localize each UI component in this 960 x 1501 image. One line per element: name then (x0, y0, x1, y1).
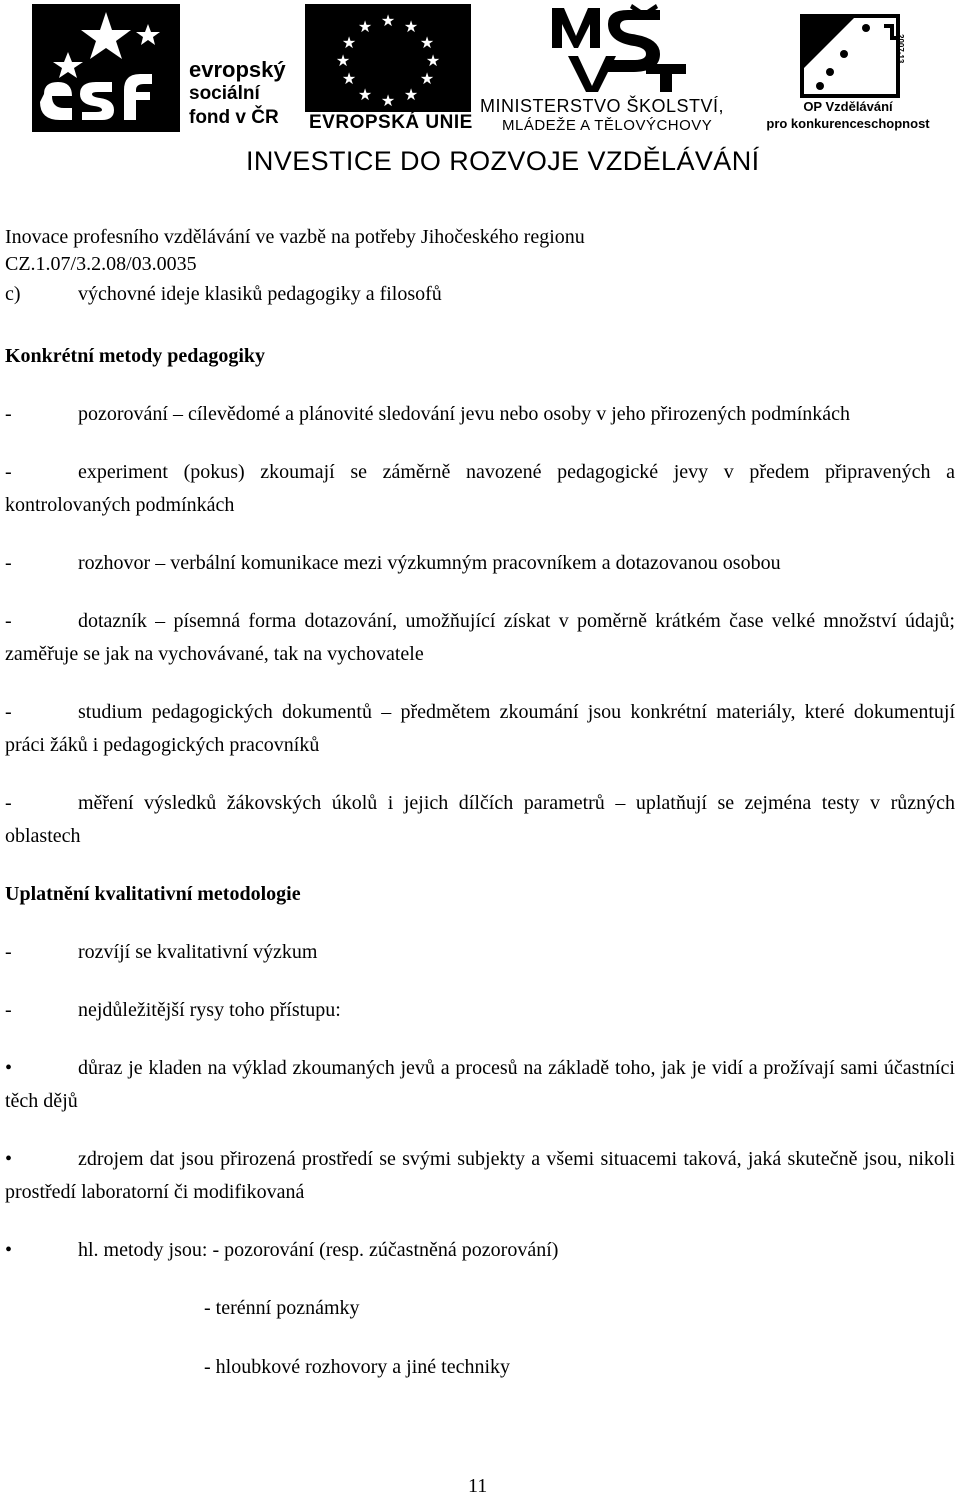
svg-text:★: ★ (341, 71, 357, 88)
project-code: CZ.1.07/3.2.08/03.0035 (5, 253, 197, 275)
sub-method: - hloubkové rozhovory a jiné techniky (204, 1356, 511, 1378)
method-item (5, 398, 955, 431)
dash-marker: - (5, 403, 12, 425)
method-item (5, 696, 955, 762)
svg-text:★: ★ (380, 13, 396, 30)
svg-text:★: ★ (357, 19, 373, 36)
op-line1: OP Vzdělávání (803, 99, 893, 114)
qual-item (5, 936, 955, 969)
esf-line2: sociální (189, 83, 260, 104)
bullet-marker: • (5, 1148, 13, 1170)
method-text: měření výsledků žákovských úkolů i jejich dílčích parametrů – uplatňují se zejména testy v různých oblastech (5, 792, 955, 847)
dash-marker: - (5, 552, 12, 574)
bullet-text: zdrojem dat jsou přirozená prostředí se svými subjekty a všemi situacemi taková, jaká skutečně jsou, nikoli prostředí laboratorní či modifikovaná (5, 1148, 955, 1203)
msmt-line1: MINISTERSTVO ŠKOLSTVÍ, (480, 96, 725, 116)
method-item (5, 787, 955, 853)
document-body (5, 224, 955, 1410)
bullet-item (5, 1052, 955, 1118)
dash-marker: - (5, 999, 12, 1021)
esf-line1: evropský (189, 57, 286, 82)
svg-text:★: ★ (419, 35, 435, 52)
eu-label: EVROPSKÁ UNIE (309, 112, 473, 133)
qual-text: rozvíjí se kvalitativní výzkum (78, 941, 318, 963)
investice-banner: INVESTICE DO ROZVOJE VZDĚLÁVÁNÍ (246, 146, 760, 176)
item-c-text: výchovné ideje klasiků pedagogiky a filosofů (78, 283, 442, 305)
method-text: dotazník – písemná forma dotazování, umožňující získat v poměrně krátkém čase velké množství údajů; zaměřuje se jak na vychovávané, tak na vychovatele (5, 610, 955, 665)
page-number: 11 (468, 1475, 488, 1497)
svg-text:★: ★ (425, 53, 441, 70)
method-text: studium pedagogických dokumentů – předmětem zkoumání jsou konkrétní materiály, které dokumentují práci žáků i pedagogických pracovníků (5, 701, 955, 756)
dash-marker: - (5, 461, 12, 483)
sub-method: - terénní poznámky (204, 1297, 360, 1319)
esf-line3: fond v ČR (189, 107, 279, 128)
method-item (5, 605, 955, 671)
method-item (5, 456, 955, 522)
dash-marker: - (5, 941, 12, 963)
heading-methods: Konkrétní metody pedagogiky (5, 345, 266, 367)
svg-text:★: ★ (341, 35, 357, 52)
heading-qualitative: Uplatnění kvalitativní metodologie (5, 883, 301, 905)
msmt-logo (548, 2, 688, 94)
dash-marker: - (5, 792, 12, 814)
svg-text:★: ★ (403, 87, 419, 104)
svg-text:★: ★ (380, 93, 396, 110)
op-line2: pro konkurenceschopnost (766, 116, 930, 131)
bullet-marker: • (5, 1057, 13, 1079)
method-text: experiment (pokus) zkoumají se záměrně navozené pedagogické jevy v předem připravených a kontrolovaných podmínkách (5, 461, 955, 516)
item-c-prefix: c) (5, 283, 21, 305)
bullet-text: hl. metody jsou: - pozorování (resp. zúčastněná pozorování) (78, 1239, 559, 1261)
dash-marker: - (5, 610, 12, 632)
msmt-line2: MLÁDEŽE A TĚLOVÝCHOVY (502, 117, 713, 134)
svg-text:★: ★ (419, 71, 435, 88)
op-label (763, 98, 933, 132)
esf-logo-text (189, 58, 286, 130)
eu-flag-logo (305, 4, 471, 112)
svg-text:★: ★ (357, 87, 373, 104)
esf-logo (32, 4, 180, 132)
qual-text: nejdůležitější rysy toho přístupu: (78, 999, 341, 1021)
op-year: 2007-13 (896, 34, 905, 64)
item-c (5, 281, 955, 308)
method-item (5, 547, 955, 580)
qual-item (5, 994, 955, 1027)
op-vzdelavani-logo (800, 14, 900, 98)
bullet-text: důraz je kladen na výklad zkoumaných jevů a procesů na základě toho, jak je vidí a prožívají sami účastníci těch dějů (5, 1057, 955, 1112)
bullet-item (5, 1234, 955, 1267)
project-title: Inovace profesního vzdělávání ve vazbě na potřeby Jihočeského regionu (5, 226, 585, 248)
bullet-item (5, 1143, 955, 1209)
bullet-marker: • (5, 1239, 13, 1261)
method-text: pozorování – cílevědomé a plánovité sledování jevu nebo osoby v jeho přirozených podmínkách (78, 403, 851, 425)
svg-text:★: ★ (403, 19, 419, 36)
svg-text:★: ★ (335, 53, 351, 70)
msmt-label (480, 96, 724, 136)
method-text: rozhovor – verbální komunikace mezi výzkumným pracovníkem a dotazovanou osobou (78, 552, 781, 574)
dash-marker: - (5, 701, 12, 723)
